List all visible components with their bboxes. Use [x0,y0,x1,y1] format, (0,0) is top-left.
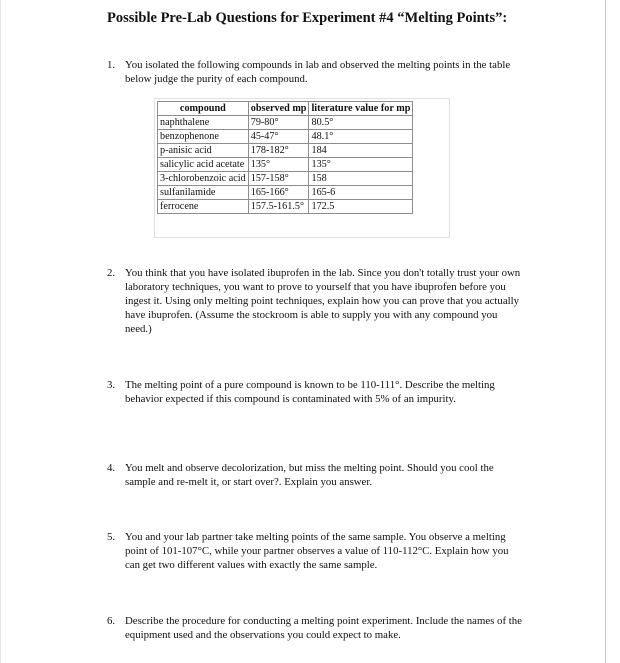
question-number: 2. [107,267,116,279]
question-text: The melting point of a pure compound is known to be 110-111°. Describe the melting behavior expected if this compound is contaminated with 5% of an impurity. [125,379,495,405]
table-row [158,116,413,130]
observed-mp-cell: 79-80° [248,116,309,130]
table-row [158,158,413,172]
literature-mp-cell: 48.1° [309,130,413,144]
question-number: 6. [107,615,116,627]
question-text: You and your lab partner take melting points of the same sample. You observe a melting point of 101-107°C, while your partner observes a value of 110-112°C. Explain how you can get two different values with exactly the same sample. [125,531,509,571]
question-1 [107,58,522,86]
column-header: literature value for mp [309,102,413,116]
observed-mp-cell: 157-158° [248,172,309,186]
question-4 [107,461,522,489]
compound-cell: p-anisic acid [158,144,249,158]
question-3 [107,378,522,406]
table-row [158,144,413,158]
literature-mp-cell: 165-6 [309,186,413,200]
page-title: Possible Pre-Lab Questions for Experiment #4 “Melting Points”: [107,10,508,26]
compound-cell: benzophenone [158,130,249,144]
table-row [158,186,413,200]
observed-mp-cell: 157.5-161.5° [248,200,309,214]
column-header: observed mp [248,102,309,116]
observed-mp-cell: 178-182° [248,144,309,158]
column-header: compound [158,102,249,116]
observed-mp-cell: 45-47° [248,130,309,144]
compound-cell: naphthalene [158,116,249,130]
table-header-row [158,102,413,116]
question-text: Describe the procedure for conducting a melting point experiment. Include the names of the equipment used and the observations you could expect to make. [125,615,522,641]
melting-point-table [157,101,413,214]
compound-cell: 3-chlorobenzoic acid [158,172,249,186]
literature-mp-cell: 135° [309,158,413,172]
compound-cell: salicylic acid acetate [158,158,249,172]
table-row [158,130,413,144]
compound-cell: sulfanilamide [158,186,249,200]
question-text: You isolated the following compounds in lab and observed the melting points in the table below judge the purity of each compound. [125,59,511,85]
question-number: 3. [107,379,116,391]
question-5 [107,530,522,572]
question-text: You think that you have isolated ibuprofen in the lab. Since you don't totally trust your own laboratory techniques, you want to prove to yourself that you have ibuprofen before you ingest it. Using only melting point techniques, explain how you can prove that you actually have ibuprofen. (Assume the stockroom is able to supply you with any compound you need.) [125,267,521,335]
literature-mp-cell: 172.5 [309,200,413,214]
table-row [158,172,413,186]
question-number: 1. [107,59,116,71]
question-2 [107,266,522,336]
compound-cell: ferrocene [158,200,249,214]
literature-mp-cell: 184 [309,144,413,158]
question-number: 5. [107,531,116,543]
table-row [158,200,413,214]
literature-mp-cell: 80.5° [309,116,413,130]
literature-mp-cell: 158 [309,172,413,186]
question-number: 4. [107,462,116,474]
observed-mp-cell: 165-166° [248,186,309,200]
question-6 [107,614,522,642]
observed-mp-cell: 135° [248,158,309,172]
question-text: You melt and observe decolorization, but miss the melting point. Should you cool the sample and re-melt it, or start over?. Explain you answer. [125,462,494,488]
